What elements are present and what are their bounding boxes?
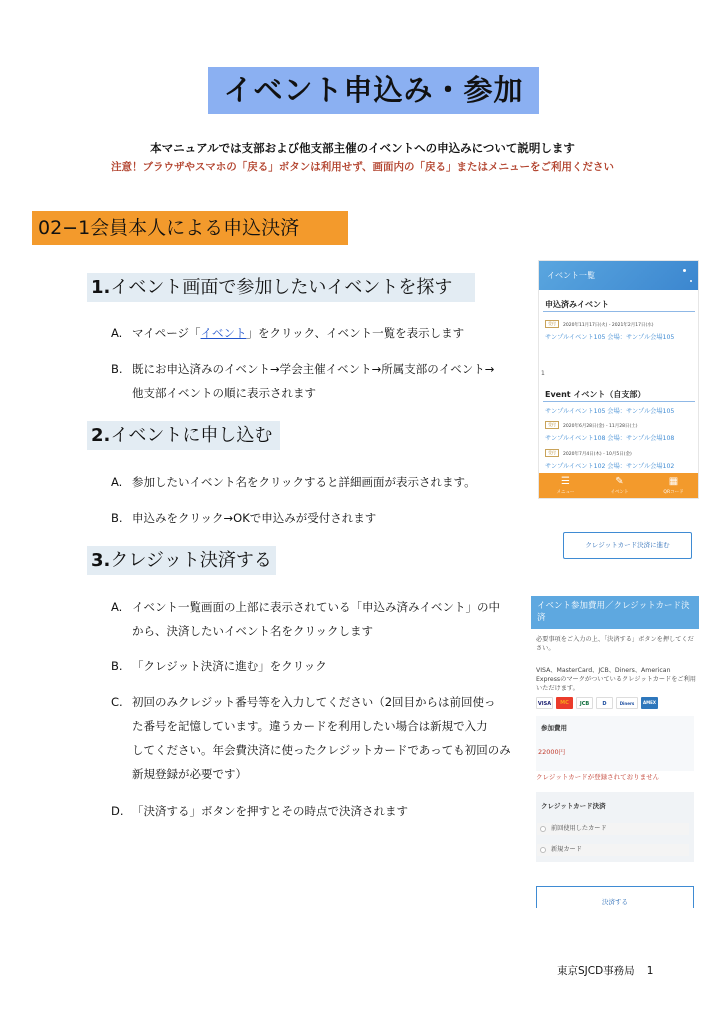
discover-logo: D xyxy=(596,697,613,709)
proceed-credit-button[interactable]: クレジットカード決済に進む xyxy=(563,532,692,559)
mastercard-logo: MC xyxy=(556,697,573,709)
payment-instruction: 必要事項をご入力の上、「決済する」ボタンを押してください。 xyxy=(536,636,694,652)
footer-org: 東京SJCD事務局 xyxy=(557,965,635,977)
card-brands-note: VISA、MasterCard、JCB、Diners、American Expressのマークがついているクレジットカードをご利用いただけます。 xyxy=(536,667,696,692)
pay-button[interactable]: 決済する xyxy=(536,886,694,908)
visa-logo: VISA xyxy=(536,697,553,709)
event-link[interactable]: サンプルイベント102 会場：サンプル会場102 xyxy=(545,463,675,470)
warning-text: 注意！ブラウザやスマホの「戻る」ボタンは利用せず、画面内の「戻る」またはメニューをご利用ください xyxy=(111,161,614,173)
nav-qr[interactable]: ▦ QRコード xyxy=(647,473,699,499)
amex-logo: AMEX xyxy=(641,697,658,709)
diners-logo: Diners xyxy=(616,697,638,709)
step-2-heading: 2.イベントに申し込む xyxy=(91,425,273,446)
nav-event[interactable]: ✎ イベント xyxy=(593,473,646,499)
status-badge: 受付 xyxy=(545,449,559,457)
page-title: イベント申込み・参加 xyxy=(223,73,524,107)
sparkle-icon xyxy=(690,280,692,282)
intro-text: 本マニュアルでは支部および他支部主催のイベントへの申込みについて説明します xyxy=(150,141,575,155)
nav-menu[interactable]: ☰ メニュー xyxy=(539,473,592,499)
fee-label: 参加費用 xyxy=(541,724,567,732)
page-number: 1 xyxy=(646,965,654,977)
option-previous-card[interactable]: 前回使用したカード xyxy=(537,823,689,835)
payment-screenshot xyxy=(531,596,699,908)
applied-events-heading: 申込済みイベント xyxy=(545,300,609,309)
divider xyxy=(543,401,695,402)
section-heading: 02−1会員本人による申込決済 xyxy=(38,217,300,239)
status-badge: 受付 xyxy=(545,320,559,328)
page-footer xyxy=(557,963,653,978)
stray-mark: 1 xyxy=(541,370,545,377)
radio-icon xyxy=(540,826,546,832)
radio-icon xyxy=(540,847,546,853)
event-link[interactable]: サンプルイベント108 会場：サンプル会場108 xyxy=(545,435,675,442)
jcb-logo: JCB xyxy=(576,697,593,709)
qr-icon: ▦ xyxy=(668,476,679,487)
status-badge: 受付 xyxy=(545,421,559,429)
event-list-header: イベント一覧 xyxy=(539,261,699,290)
payment-header: イベント参加費用／クレジットカード決済 xyxy=(531,596,699,629)
event-link[interactable]: サンプルイベント105 会場：サンプル会場105 xyxy=(545,408,675,415)
sparkle-icon xyxy=(683,269,686,272)
event-date: 2020年11月17日(火) - 2021年2月17日(水) xyxy=(563,323,654,328)
card-logos xyxy=(536,697,676,711)
event-link[interactable]: サンプルイベント105 会場：サンプル会場105 xyxy=(545,334,675,341)
event-date: 2020年6月28日(金) - 11月28日(土) xyxy=(563,424,638,429)
card-not-registered: クレジットカードが登録されておりません xyxy=(536,773,660,781)
own-branch-events-heading: Event イベント（自支部） xyxy=(545,390,646,399)
divider xyxy=(543,311,695,312)
menu-icon: ☰ xyxy=(561,476,570,487)
event-date: 2020年7月4日(木) - 10月5日(金) xyxy=(563,452,632,457)
credit-method-label: クレジットカード決済 xyxy=(541,802,606,810)
step-3-heading: 3.クレジット決済する xyxy=(91,550,272,571)
ticket-icon: ✎ xyxy=(615,476,624,487)
bottom-nav xyxy=(539,473,699,499)
step-1-heading: 1.イベント画面で参加したいイベントを探す xyxy=(91,277,453,298)
event-link[interactable]: イベント xyxy=(200,326,247,340)
event-list-screenshot xyxy=(538,260,699,499)
option-new-card[interactable]: 新規カード xyxy=(537,844,689,856)
fee-value: 22000円 xyxy=(538,748,566,756)
